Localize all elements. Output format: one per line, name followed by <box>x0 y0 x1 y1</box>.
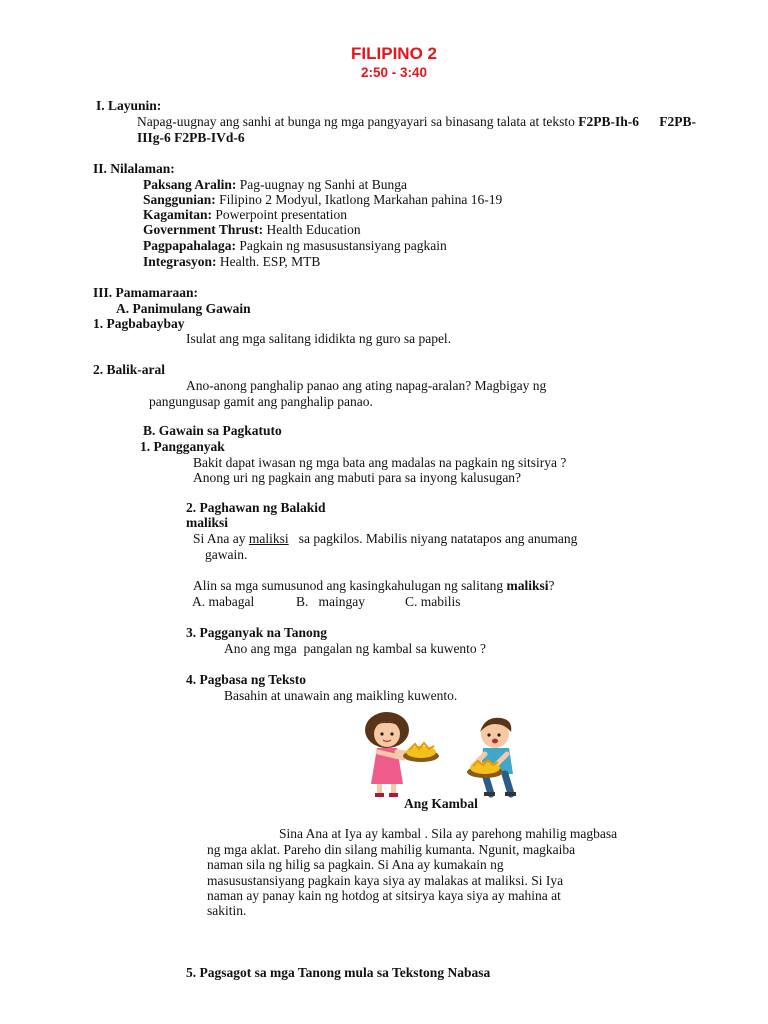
nilalaman-value: Pagkain ng masusustansiyang pagkain <box>236 238 447 253</box>
paghawan-sentence <box>193 531 577 547</box>
pagbabaybay-text: Isulat ang mga salitang ididikta ng guro sa papel. <box>186 331 452 346</box>
sentence-suffix: sa pagkilos. Mabilis niyang natatapos ang anumang <box>288 531 578 546</box>
nilalaman-label: Kagamitan: <box>143 207 212 222</box>
pagganyak-na-tanong-heading: 3. Pagganyak na Tanong <box>186 625 328 640</box>
nilalaman-label: Paksang Aralin: <box>143 177 237 192</box>
nilalaman-value: Pag-uugnay ng Sanhi at Bunga <box>236 177 408 192</box>
story-line: ng mga aklat. Pareho din silang mahilig kumanta. Ngunit, magkaiba <box>207 842 576 857</box>
layunin-text <box>137 114 696 130</box>
pangganyak-line2: Anong uri ng pagkain ang mabuti para sa inyong kalusugan? <box>193 470 522 485</box>
nilalaman-label: Integrasyon: <box>143 254 217 269</box>
nilalaman-value: Health. ESP, MTB <box>216 254 321 269</box>
choice-b: B. maingay <box>296 594 365 609</box>
story-line: sakitin. <box>207 903 247 918</box>
pagganyak-na-tanong-text: Ano ang mga pangalan ng kambal sa kuwento ? <box>224 641 487 656</box>
paghawan-sentence-line2: gawain. <box>205 547 248 562</box>
paghawan-heading: 2. Paghawan ng Balakid <box>186 500 326 515</box>
question-suffix: ? <box>548 578 555 593</box>
story-title: Ang Kambal <box>404 796 478 811</box>
story-line: masusustansiyang pagkain kaya siya ay malakas at maliksi. Si Iya <box>207 873 564 888</box>
twins-illustration <box>345 708 555 800</box>
page-title: FILIPINO 2 <box>351 44 437 63</box>
panimulang-gawain-heading: A. Panimulang Gawain <box>116 301 251 316</box>
nilalaman-row <box>143 222 361 238</box>
paghawan-word: maliksi <box>186 515 229 530</box>
nilalaman-row <box>143 238 447 254</box>
boy-figure <box>473 718 516 796</box>
sentence-prefix: Si Ana ay <box>193 531 249 546</box>
balik-aral-heading: 2. Balik-aral <box>93 362 166 377</box>
nilalaman-row <box>143 177 407 193</box>
pangganyak-line1: Bakit dapat iwasan ng mga bata ang madalas na pagkain ng sitsirya ? <box>193 455 567 470</box>
pangganyak-heading: 1. Pangganyak <box>140 439 225 454</box>
boy-tray <box>467 760 503 778</box>
layunin-line2: IIIg-6 F2PB-IVd-6 <box>137 130 245 145</box>
balik-aral-line1: Ano-anong panghalip panao ang ating napag-aralan? Magbigay ng <box>186 378 547 393</box>
layunin-line1: Napag-uugnay ang sanhi at bunga ng mga pangyayari sa binasang talata at teksto <box>137 114 575 129</box>
layunin-heading: I. Layunin: <box>96 98 162 113</box>
pagbasa-heading: 4. Pagbasa ng Teksto <box>186 672 307 687</box>
pagbasa-text: Basahin at unawain ang maikling kuwento. <box>224 688 458 703</box>
balik-aral-line2: pangungusap gamit ang panghalip panao. <box>149 394 373 409</box>
pagbabaybay-heading: 1. Pagbabaybay <box>93 316 185 331</box>
nilalaman-row <box>143 192 502 208</box>
pagsagot-heading: 5. Pagsagot sa mga Tanong mula sa Tekstong Nabasa <box>186 965 491 980</box>
nilalaman-value: Powerpoint presentation <box>212 207 347 222</box>
nilalaman-value: Health Education <box>263 222 361 237</box>
layunin-code-2: F2PB- <box>659 114 696 129</box>
nilalaman-heading: II. Nilalaman: <box>93 161 175 176</box>
underlined-word: maliksi <box>248 531 289 546</box>
nilalaman-value: Filipino 2 Modyul, Ikatlong Markahan pahina 16-19 <box>215 192 503 207</box>
story-line: Sina Ana at Iya ay kambal . Sila ay parehong mahilig magbasa <box>279 826 618 841</box>
story-line: naman sila ng hilig sa pagkain. Si Ana ay kumakain ng <box>207 857 504 872</box>
nilalaman-row <box>143 207 347 223</box>
nilalaman-row <box>143 254 320 270</box>
girl-tray <box>403 743 439 762</box>
time-range: 2:50 - 3:40 <box>360 65 428 80</box>
story-line: naman ay panay kain ng hotdog at sitsirya kaya siya ay mahina at <box>207 888 561 903</box>
paghawan-question <box>193 578 554 594</box>
layunin-code-1: F2PB-Ih-6 <box>578 114 639 129</box>
nilalaman-label: Government Thrust: <box>143 222 264 237</box>
choice-c: C. mabilis <box>405 594 461 609</box>
choice-a: A. mabagal <box>192 594 255 609</box>
nilalaman-label: Pagpapahalaga: <box>143 238 237 253</box>
gawain-sa-pagkatuto-heading: B. Gawain sa Pagkatuto <box>143 423 282 438</box>
question-word: maliksi <box>506 578 549 593</box>
pamamaraan-heading: III. Pamamaraan: <box>93 285 198 300</box>
nilalaman-label: Sanggunian: <box>143 192 216 207</box>
question-prefix: Alin sa mga sumusunod ang kasingkahulugan ng salitang <box>193 578 507 593</box>
